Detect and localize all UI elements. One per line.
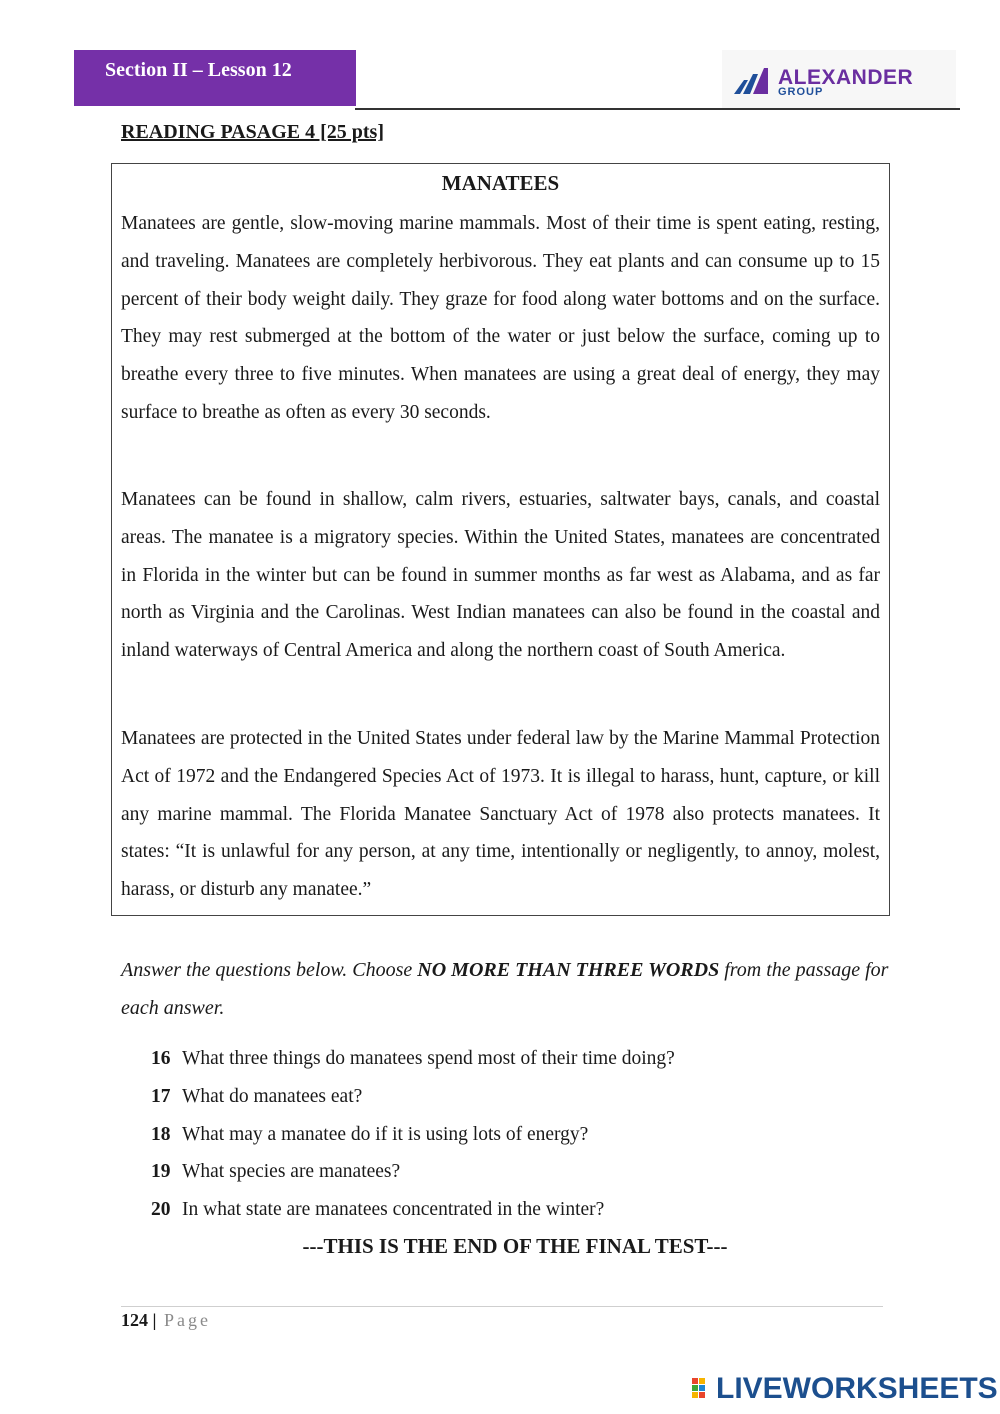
question-item [151, 1118, 675, 1156]
reading-passage-heading: READING PASAGE 4 [25 pts] [121, 121, 384, 143]
logo-mark-icon [734, 68, 774, 94]
page-label: Page [156, 1310, 211, 1330]
logo-subtitle: GROUP [778, 86, 824, 98]
question-item [151, 1042, 675, 1080]
question-text: In what state are manatees concentrated in the winter? [182, 1199, 605, 1221]
liveworksheets-icon [692, 1378, 712, 1402]
alexander-group-logo [722, 50, 956, 108]
question-number: 16 [151, 1048, 171, 1069]
section-lesson-label: Section II – Lesson 12 [105, 59, 292, 81]
question-text: What species are manatees? [182, 1161, 401, 1183]
instructions [121, 951, 891, 1027]
instructions-emphasis: NO MORE THAN THREE WORDS [417, 959, 720, 981]
footer-divider [121, 1306, 883, 1307]
question-list [151, 1042, 675, 1231]
instructions-text-after: from the passage for each answer. [121, 959, 889, 1019]
question-item [151, 1193, 675, 1231]
question-text: What may a manatee do if it is using lots of energy? [182, 1123, 589, 1145]
page-footer [121, 1310, 211, 1331]
page-number: 124 | [121, 1310, 157, 1330]
header-divider [355, 108, 960, 110]
passage-title: MANATEES [441, 171, 560, 195]
passage-box [111, 163, 890, 916]
passage-paragraph-1: Manatees are gentle, slow-moving marine mammals. Most of their time is spent eating, resting, and traveling. Manatees are completely herbivorous. They eat plants and can consume up to 15 percent of their body weight daily. They graze for food along water bottoms and on the surface. They may rest submerged at the bottom of the water or just below the surface, coming up to breathe every three to five minutes. When manatees are using a great deal of energy, they may surface to breathe as often as every 30 seconds. [121, 213, 880, 423]
question-item [151, 1155, 675, 1193]
question-number: 20 [151, 1199, 171, 1221]
watermark-text: LIVEWORKSHEETS [716, 1372, 998, 1405]
question-item [151, 1080, 675, 1118]
section-lesson-tab [74, 50, 356, 106]
question-text: What three things do manatees spend most of their time doing? [182, 1048, 675, 1069]
question-text: What do manatees eat? [182, 1085, 363, 1107]
logo-name: ALEXANDER [778, 66, 914, 89]
passage-paragraph-2: Manatees can be found in shallow, calm rivers, estuaries, saltwater bays, canals, and coastal areas. The manatee is a migratory species. Within the United States, manatees are concentrated in Florida in the winter but can be found in summer months as far west as Alabama, and as far north as Virginia and the Carolinas. West Indian manatees can also be found in the coastal and inland waterways of Central America and along the northern coast of South America. [121, 489, 880, 662]
question-number: 19 [151, 1161, 171, 1183]
passage-paragraph-3: Manatees are protected in the United States under federal law by the Marine Mammal Protection Act of 1972 and the Endangered Species Act of 1973. It is illegal to harass, hunt, capture, or kill any marine mammal. The Florida Manatee Sanctuary Act of 1978 also protects manatees. It states: “It is unlawful for any person, at any time, intentionally or negligently, to annoy, molest, harass, or disturb any manatee.” [121, 728, 880, 901]
question-number: 17 [151, 1085, 171, 1107]
question-number: 18 [151, 1123, 171, 1145]
instructions-text-before: Answer the questions below. Choose [121, 959, 418, 981]
end-of-test-notice: ---THIS IS THE END OF THE FINAL TEST--- [302, 1234, 728, 1258]
